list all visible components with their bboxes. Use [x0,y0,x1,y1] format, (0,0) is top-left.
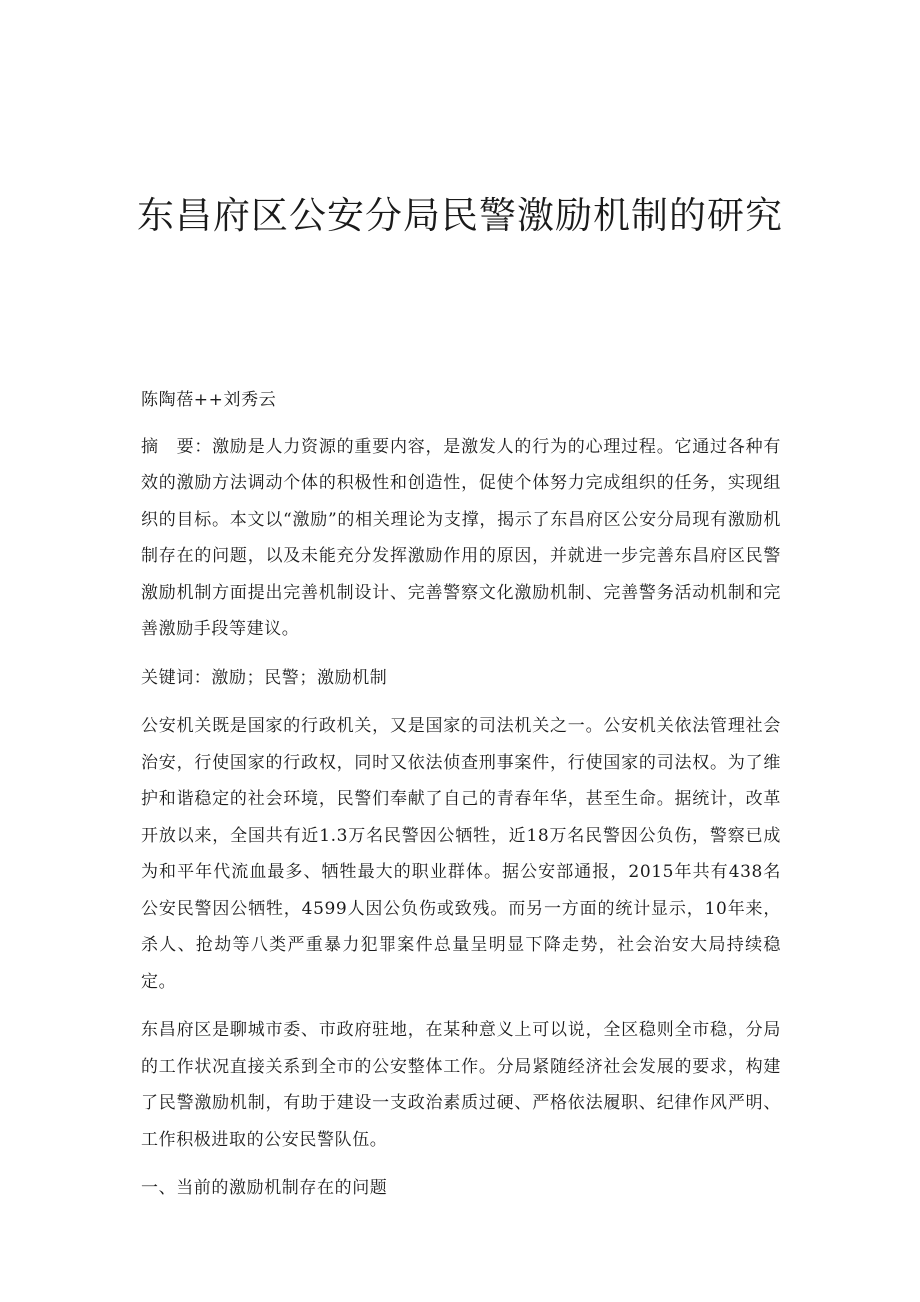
body-paragraph-2: 东昌府区是聊城市委、市政府驻地，在某种意义上可以说，全区稳则全市稳，分局的工作状况直接关系到全市的公安整体工作。分局紧随经济社会发展的要求，构建了民警激励机制，有助于建设一支政治素质过硬、严格依法履职、纪律作风严明、工作积极进取的公安民警队伍。 [141,1020,781,1150]
section-heading: 一、当前的激励机制存在的问题 [141,1178,388,1198]
abstract-paragraph: 摘 要：激励是人力资源的重要内容，是激发人的行为的心理过程。它通过各种有效的激励方法调动个体的积极性和创造性，促使个体努力完成组织的任务，实现组织的目标。本文以“激励”的相关理论为支撑，揭示了东昌府区公安分局现有激励机制存在的问题，以及未能充分发挥激励作用的原因，并就进一步完善东昌府区民警激励机制方面提出完善机制设计、完善警察文化激励机制、完善警务活动机制和完善激励手段等建议。 [141,436,781,639]
document-body [141,382,781,1219]
document-title: 东昌府区公安分局民警激励机制的研究 [137,194,783,237]
author-line: 陈陶蓓++刘秀云 [141,390,277,410]
keywords-line: 关键词：激励；民警；激励机制 [141,667,388,688]
body-paragraph-1: 公安机关既是国家的行政机关，又是国家的司法机关之一。公安机关依法管理社会治安，行使国家的行政权，同时又依法侦查刑事案件，行使国家的司法权。为了维护和谐稳定的社会环境，民警们奉献了自己的青春年华，甚至生命。据统计，改革开放以来，全国共有近1.3万名民警因公牺牲，近18万名民警因公负伤，警察已成为和平年代流血最多、牺牲最大的职业群体。据公安部通报，2015年共有438名公安民警因公牺牲，4599人因公负伤或致残。而另一方面的统计显示，10年来，杀人、抢劫等八类严重暴力犯罪案件总量呈明显下降走势，社会治安大局持续稳定。 [141,716,781,992]
